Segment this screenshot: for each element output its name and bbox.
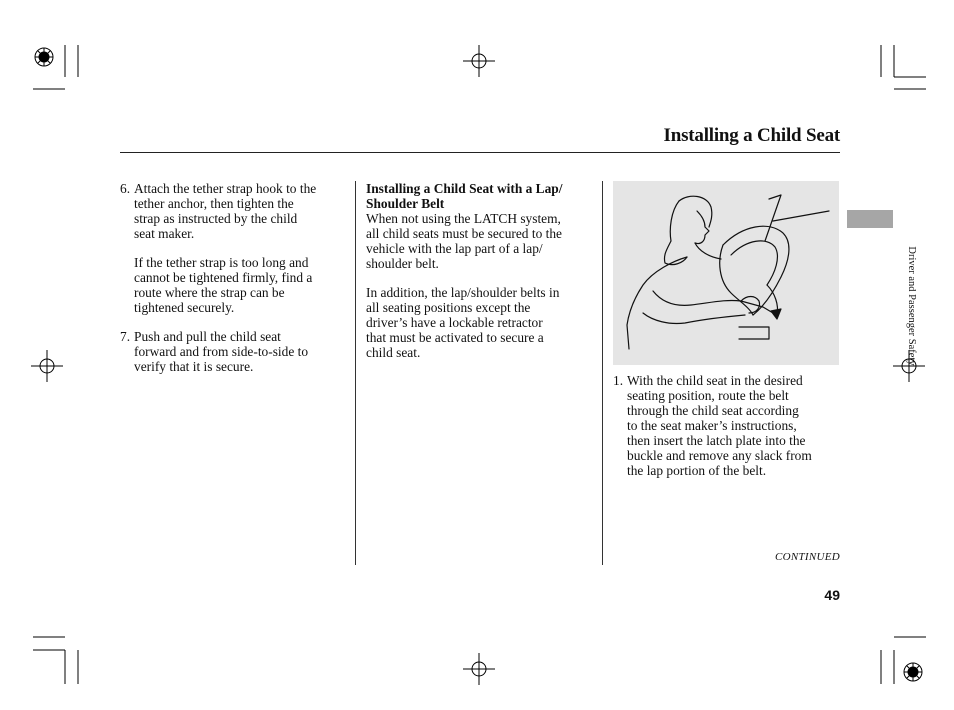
section-tab-marker xyxy=(847,210,893,228)
text-line: In addition, the lap/shoulder belts in xyxy=(366,285,560,300)
heading-line: Installing a Child Seat with a Lap/ xyxy=(366,181,563,196)
text-line: Attach the tether strap hook to the xyxy=(134,181,317,196)
text-line: child seat. xyxy=(366,345,421,360)
step-text xyxy=(134,329,308,374)
text-line: that must be activated to secure a xyxy=(366,330,544,345)
page-number: 49 xyxy=(824,587,840,603)
text-line: then insert the latch plate into the xyxy=(627,433,806,448)
page-title: Installing a Child Seat xyxy=(663,125,840,146)
registration-crosshair-icon xyxy=(463,653,495,685)
note-text xyxy=(134,255,312,315)
text-line: With the child seat in the desired xyxy=(627,373,803,388)
title-rule xyxy=(120,152,840,153)
step-number: 1. xyxy=(613,373,624,388)
registration-crosshair-icon xyxy=(31,350,63,382)
section-heading xyxy=(366,181,600,211)
step-number: 7. xyxy=(120,329,131,344)
step-text xyxy=(134,181,316,241)
text-line: all child seats must be secured to the xyxy=(366,226,562,241)
text-line: tightened securely. xyxy=(134,300,235,315)
text-line: buckle and remove any slack from xyxy=(627,448,812,463)
text-line: verify that it is secure. xyxy=(134,359,254,374)
text-line: If the tether strap is too long and xyxy=(134,255,309,270)
text-line: cannot be tightened firmly, find a xyxy=(134,270,313,285)
heading-line: Shoulder Belt xyxy=(366,196,445,211)
text-line: tether anchor, then tighten the xyxy=(134,196,294,211)
step-number: 6. xyxy=(120,181,131,196)
text-line: driver’s have a lockable retractor xyxy=(366,315,543,330)
text-line: all seating positions except the xyxy=(366,300,531,315)
text-line: Push and pull the child seat xyxy=(134,329,281,344)
paragraph-1 xyxy=(366,211,600,271)
continued-label: CONTINUED xyxy=(774,551,840,563)
text-line: forward and from side-to-side to xyxy=(134,344,309,359)
registration-starburst-icon xyxy=(904,663,922,681)
step-text xyxy=(627,373,812,478)
column-divider xyxy=(355,181,356,565)
person-installing-child-seat-icon xyxy=(613,181,839,365)
text-line: When not using the LATCH system, xyxy=(366,211,561,226)
text-line: seating position, route the belt xyxy=(627,388,789,403)
registration-crosshair-icon xyxy=(463,45,495,77)
text-line: to the seat maker’s instructions, xyxy=(627,418,797,433)
section-tab-label: Driver and Passenger Safety xyxy=(906,246,917,366)
text-line: route where the strap can be xyxy=(134,285,285,300)
paragraph-2 xyxy=(366,285,600,360)
text-line: the lap portion of the belt. xyxy=(627,463,767,478)
text-line: vehicle with the lap part of a lap/ xyxy=(366,241,543,256)
column-divider xyxy=(602,181,603,565)
text-line: seat maker. xyxy=(134,226,195,241)
text-line: through the child seat according xyxy=(627,403,799,418)
text-line: shoulder belt. xyxy=(366,256,439,271)
registration-starburst-icon xyxy=(35,48,53,66)
text-line: strap as instructed by the child xyxy=(134,211,298,226)
child-seat-illustration xyxy=(613,181,839,365)
